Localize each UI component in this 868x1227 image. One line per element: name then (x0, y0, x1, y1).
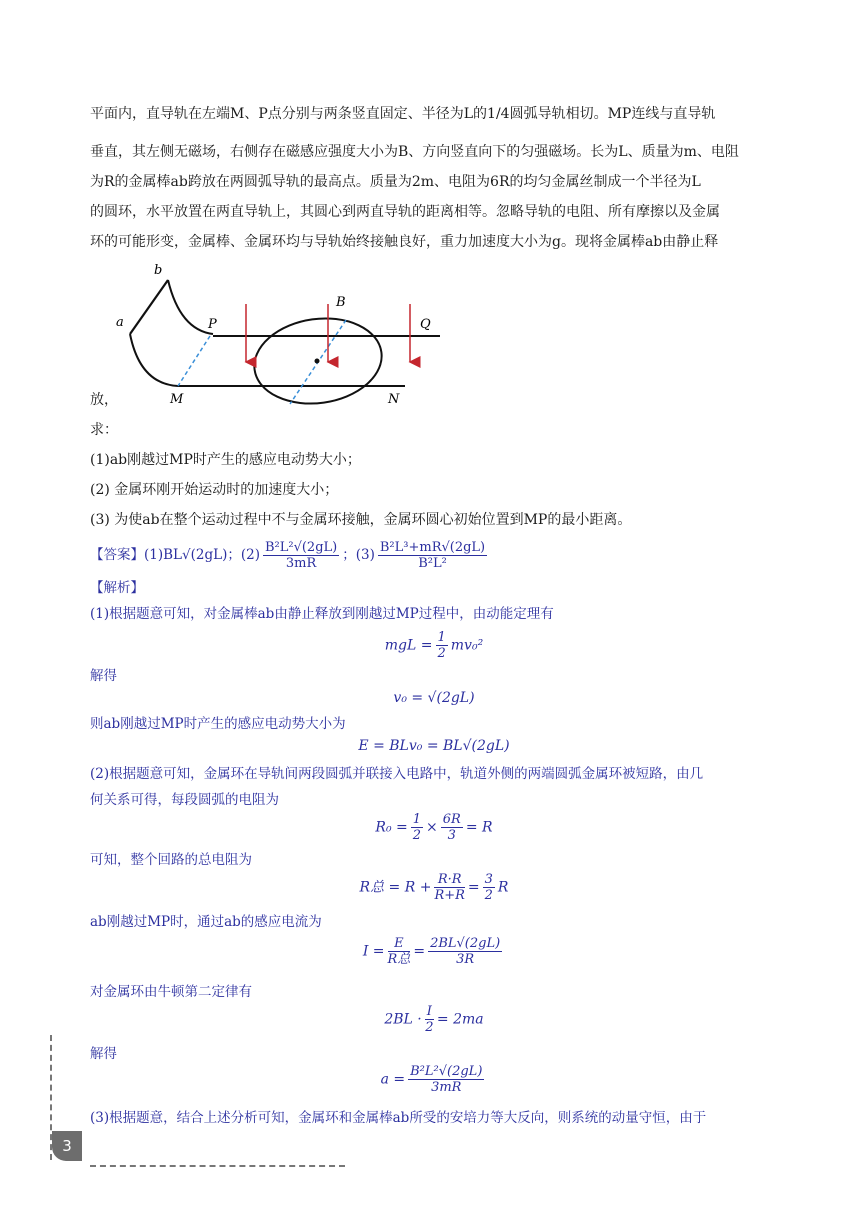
problem-line-4: 的圆环，水平放置在两直导轨上，其圆心到两直导轨的距离相等。忽略导轨的电阻、所有摩擦以及金属 (90, 204, 720, 220)
label-Q: Q (420, 317, 431, 332)
answer-tag: 【答案】 (90, 547, 144, 563)
problem-line-1: 平面内，直导轨在左端M、P点分别与两条竖直固定、半径为L的1/4圆弧导轨相切。MP连线与直导轨 (90, 106, 716, 122)
equation-3: E = BLv₀ = BL√(2gL) (358, 738, 510, 754)
label-b: b (154, 263, 163, 278)
label-M: M (170, 392, 184, 407)
label-B: B (336, 295, 346, 310)
equation-8: a = $\frac{\text{B²L²√(2gL)}}{3mR}$ (380, 1064, 483, 1095)
answer-line (90, 540, 490, 571)
label-N: N (388, 392, 400, 407)
page-number: 3 (52, 1131, 82, 1161)
analysis-step-4: 可知，整个回路的总电阻为 (90, 852, 252, 868)
equation-2: v₀ = √(2gL) (393, 690, 475, 706)
page-margin-dash-horizontal (90, 1165, 345, 1167)
answer-2-fraction: $\frac{\text{B²L²√(2gL)}}{3mR}$ (264, 540, 338, 571)
equation-1: mgL = $\frac{1}{2}$ mv₀² (384, 630, 484, 661)
arc-rail-lower (130, 334, 178, 386)
analysis-step-1: (1)根据题意可知，对金属棒ab由静止释放到刚越过MP过程中，由动能定理有 (90, 606, 554, 622)
jiede-2: 解得 (90, 1046, 117, 1062)
answer-3-fraction: $\frac{\text{B²L³+mR√(2gL)}}{\text{B²L²}}$ (379, 540, 486, 571)
equation-4: R₀ = $\frac{1}{2}$ × $\frac{6R}{3}$ = R (375, 812, 493, 843)
problem-line-7: 求： (90, 422, 118, 438)
analysis-step-3a: (2)根据题意可知，金属环在导轨间两段圆弧并联接入电路中，轨道外侧的两端圆弧金属环被短路，由几 (90, 766, 704, 782)
problem-line-3: 为R的金属棒ab跨放在两圆弧导轨的最高点。质量为2m、电阻为6R的均匀金属丝制成一个半径为L (90, 174, 701, 190)
problem-line-5: 环的可能形变，金属棒、金属环均与导轨始终接触良好，重力加速度大小为g。现将金属棒ab由静止释 (90, 234, 719, 250)
jiede-1: 解得 (90, 668, 117, 684)
mp-dashed-line (178, 336, 210, 386)
answer-1: (1)BL√(2gL)； (144, 547, 241, 563)
question-3: (3) 为使ab在整个运动过程中不与金属环接触，金属环圆心初始位置到MP的最小距离。 (90, 512, 632, 528)
label-P: P (208, 317, 217, 332)
arc-rail-upper (168, 280, 213, 334)
rail-diagram (110, 262, 450, 407)
equation-7: 2BL · $\frac{I}{2}$ = 2ma (384, 1004, 484, 1035)
rod-ab (130, 280, 168, 334)
analysis-step-6: 对金属环由牛顿第二定律有 (90, 984, 252, 1000)
question-1: (1)ab刚越过MP时产生的感应电动势大小； (90, 452, 361, 468)
problem-line-2: 垂直，其左侧无磁场，右侧存在磁感应强度大小为B、方向竖直向下的匀强磁场。长为L、质量为m、电阻 (90, 144, 739, 160)
analysis-tag: 【解析】 (90, 580, 144, 596)
ring-center (315, 359, 320, 364)
analysis-step-2: 则ab刚越过MP时产生的感应电动势大小为 (90, 716, 346, 732)
question-2: (2) 金属环刚开始运动时的加速度大小； (90, 482, 339, 498)
label-a: a (116, 315, 124, 330)
answer-3-prefix: ；(3) (342, 547, 375, 563)
problem-line-6: 放， (90, 392, 118, 408)
equation-6: I = $\frac{E}{\text{R总}}$ = $\frac{2BL√(2gL)}{3R}$ (362, 936, 501, 967)
equation-5: R总 = R + $\frac{R\cdot R}{R+R}$ = $\frac{3}{2}$ R (359, 872, 509, 903)
analysis-step-5: ab刚越过MP时，通过ab的感应电流为 (90, 914, 322, 930)
answer-2-prefix: (2) (240, 547, 260, 563)
analysis-step-7: (3)根据题意，结合上述分析可知，金属环和金属棒ab所受的安培力等大反向，则系统的动量守恒，由于 (90, 1110, 707, 1126)
analysis-step-3b: 何关系可得，每段圆弧的电阻为 (90, 792, 279, 808)
